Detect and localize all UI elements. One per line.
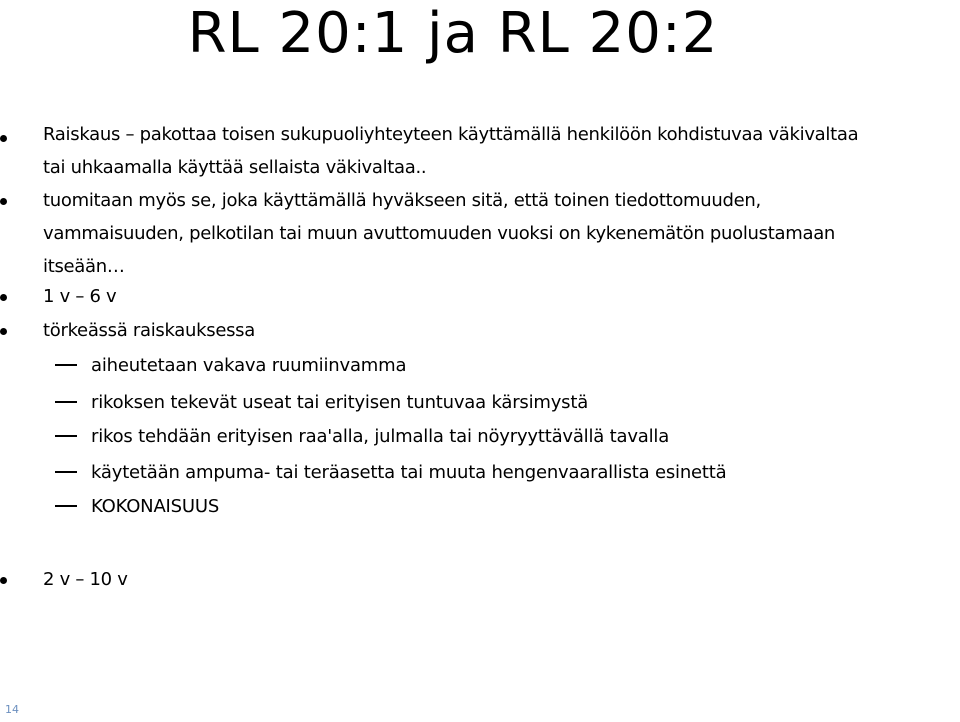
sub-item-text: aiheutetaan vakava ruumiinvamma	[91, 355, 407, 376]
bullet-line: vammaisuuden, pelkotilan tai muun avuttomuuden vuoksi on kykenemätön puolustamaan	[43, 223, 836, 244]
bullet-dot	[0, 577, 7, 584]
bullet-dot	[0, 135, 7, 142]
slide-title: RL 20:1 ja RL 20:2	[187, 1, 719, 66]
sub-item-text: käytetään ampuma- tai teräasetta tai muuta hengenvaarallista esinettä	[91, 462, 727, 483]
dash-marker	[55, 471, 77, 473]
bullet-line: 2 v – 10 v	[43, 569, 128, 590]
page-number: 14	[5, 703, 19, 716]
bullet-line: Raiskaus – pakottaa toisen sukupuoliyhteyteen käyttämällä henkilöön kohdistuvaa väkivaltaa	[43, 124, 859, 145]
bullet-dot	[0, 328, 7, 335]
sub-item-text: rikos tehdään erityisen raa'alla, julmalla tai nöyryyttävällä tavalla	[91, 426, 670, 447]
bullet-dot	[0, 294, 7, 301]
dash-marker	[55, 505, 77, 507]
dash-marker	[55, 401, 77, 403]
bullet-dot	[0, 198, 7, 205]
sub-item-text: rikoksen tekevät useat tai erityisen tuntuvaa kärsimystä	[91, 392, 589, 413]
dash-marker	[55, 435, 77, 437]
bullet-line: tuomitaan myös se, joka käyttämällä hyväkseen sitä, että toinen tiedottomuuden,	[43, 190, 761, 211]
bullet-line: törkeässä raiskauksessa	[43, 320, 255, 341]
sub-item-text: KOKONAISUUS	[91, 496, 220, 517]
bullet-line: tai uhkaamalla käyttää sellaista väkivaltaa..	[43, 157, 427, 178]
bullet-line: itseään…	[43, 256, 125, 277]
bullet-line: 1 v – 6 v	[43, 286, 117, 307]
dash-marker	[55, 364, 77, 366]
